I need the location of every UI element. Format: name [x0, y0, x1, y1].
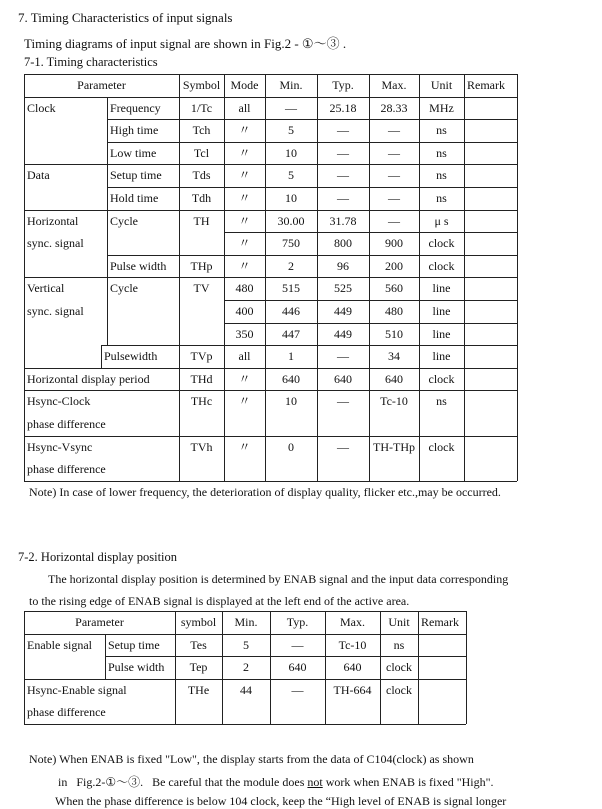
row-sub-label: Setup time	[108, 638, 160, 652]
row-symbol: THc	[190, 394, 213, 408]
row-max: 34	[388, 349, 400, 363]
table-rule-v	[517, 74, 518, 481]
row-max: 200	[385, 259, 403, 273]
note-line-2-b: work when ENAB is fixed "High".	[322, 775, 494, 789]
table-rule-v	[175, 611, 176, 724]
group-hsync-enable: Hsync-Enable signal	[27, 683, 127, 697]
row-unit: clock	[428, 440, 455, 454]
row-symbol: TVh	[190, 440, 213, 454]
row-unit: ns	[393, 638, 405, 652]
row-max: Tc-10	[338, 638, 367, 652]
table-rule-v	[105, 634, 106, 679]
table-rule-h	[24, 164, 517, 165]
table-rule-v	[325, 611, 326, 724]
row-unit: clock	[428, 259, 455, 273]
row-min: 640	[282, 372, 300, 386]
row-max: 560	[385, 281, 403, 295]
row-mode: 〃	[238, 372, 251, 386]
table-rule-v	[179, 74, 180, 481]
table-rule-v	[419, 74, 420, 481]
row-min: 515	[282, 281, 300, 295]
table-rule-h	[107, 119, 517, 120]
row-symbol: Tes	[190, 638, 207, 652]
row-min: 1	[288, 349, 294, 363]
table-rule-v	[101, 345, 102, 368]
table-rule-h	[107, 255, 517, 256]
row-symbol: Tcl	[193, 146, 210, 160]
row-symbol: Tep	[189, 660, 208, 674]
row-unit: clock	[428, 372, 455, 386]
section-paragraph-2: to the rising edge of ENAB signal is displayed at the left end of the active area.	[29, 594, 410, 608]
group-hsync-clock-2: phase difference	[27, 417, 106, 431]
row-min: 44	[240, 683, 252, 697]
row-sub-label: Low time	[110, 146, 157, 160]
header-typ: Typ.	[286, 615, 309, 629]
row-min: 5	[243, 638, 249, 652]
table-rule-h	[105, 656, 466, 657]
row-min: 2	[243, 660, 249, 674]
row-mode: 400	[235, 304, 254, 318]
header-parameter: Parameter	[75, 615, 124, 629]
group-hsync-vsync: Hsync-Vsync	[27, 440, 93, 454]
row-symbol: Tch	[192, 123, 211, 137]
row-unit: ns	[436, 394, 447, 408]
table-rule-h	[24, 390, 517, 391]
row-mode: 350	[235, 327, 254, 341]
row-mode: 480	[235, 281, 254, 295]
table-rule-h	[24, 277, 517, 278]
header-min: Min.	[234, 615, 258, 629]
row-min: 30.00	[277, 214, 305, 228]
group-vertical-2: sync. signal	[27, 304, 84, 318]
row-unit: line	[432, 349, 451, 363]
header-unit: Unit	[388, 615, 410, 629]
row-unit: clock	[428, 236, 455, 250]
table-rule-h	[24, 634, 466, 635]
section-paragraph-1: The horizontal display position is determined by ENAB signal and the input data corresponding	[48, 572, 509, 586]
group-hsync-vsync-2: phase difference	[27, 462, 106, 476]
table-rule-h	[224, 323, 517, 324]
table-note: Note) In case of lower frequency, the deterioration of display quality, flicker etc.,may be occurred.	[29, 485, 501, 499]
row-mode: all	[238, 349, 251, 363]
group-data: Data	[27, 168, 50, 182]
row-unit: line	[432, 281, 451, 295]
row-typ: —	[337, 394, 349, 408]
table-rule-v	[464, 74, 465, 481]
row-min: 5	[288, 123, 294, 137]
table-rule-v	[107, 97, 108, 210]
note-line-1: Note) When ENAB is fixed "Low", the display starts from the data of C104(clock) as shown	[29, 752, 474, 766]
header-symbol: Symbol	[182, 78, 221, 92]
subsection-title-7-1: 7-1. Timing characteristics	[24, 55, 158, 69]
row-min: 0	[288, 440, 294, 454]
table-rule-v	[107, 255, 108, 277]
row-sub-label: Pulse width	[108, 660, 165, 674]
row-mode: 〃	[238, 146, 251, 160]
row-min: 10	[285, 394, 297, 408]
row-max: —	[388, 191, 400, 205]
note-line-2	[58, 773, 494, 790]
row-mode: 〃	[238, 236, 251, 250]
table-rule-v	[222, 611, 223, 724]
row-sub-label: Pulsewidth	[104, 349, 158, 363]
row-typ: —	[291, 683, 304, 697]
header-unit: Unit	[430, 78, 453, 92]
row-sub-label: Cycle	[110, 214, 138, 228]
group-hsync-enable-2: phase difference	[27, 705, 106, 719]
row-symbol: 1/Tc	[190, 101, 213, 115]
row-typ: 25.18	[329, 101, 357, 115]
row-symbol: Tds	[192, 168, 211, 182]
header-min: Min.	[279, 78, 303, 92]
table-rule-h	[24, 436, 517, 437]
row-max: 640	[385, 372, 403, 386]
row-max: TH-664	[333, 683, 372, 697]
table-rule-v	[418, 611, 419, 724]
group-enable: Enable signal	[27, 638, 92, 652]
row-unit: ns	[436, 123, 447, 137]
row-max: 510	[385, 327, 403, 341]
row-typ: 31.78	[329, 214, 357, 228]
table-rule-v	[224, 74, 225, 481]
row-mode: 〃	[238, 440, 251, 454]
row-mode: 〃	[238, 259, 251, 273]
row-sub-label: Pulse width	[110, 259, 167, 273]
row-typ: —	[337, 349, 349, 363]
table-rule-h	[24, 724, 466, 725]
table-rule-v	[466, 611, 467, 724]
note-line-2-a: in Fig.2-①〜③. Be careful that the module does	[58, 775, 308, 789]
row-min: —	[285, 101, 297, 115]
row-typ: —	[337, 191, 349, 205]
group-vertical: Vertical	[27, 281, 65, 295]
header-parameter: Parameter	[77, 78, 126, 92]
table-rule-h	[24, 481, 517, 482]
row-symbol: THd	[190, 372, 213, 386]
row-typ: —	[291, 638, 304, 652]
row-max: 28.33	[380, 101, 408, 115]
row-typ: 449	[334, 304, 352, 318]
row-max: —	[388, 146, 400, 160]
row-min: 446	[282, 304, 300, 318]
table-rule-v	[107, 277, 108, 345]
group-hsync-clock: Hsync-Clock	[27, 394, 91, 408]
subsection-title-7-2: 7-2. Horizontal display position	[18, 550, 178, 564]
row-max: —	[388, 214, 400, 228]
row-mode: 〃	[238, 214, 251, 228]
header-max: Max.	[340, 615, 365, 629]
row-unit: clock	[386, 660, 412, 674]
row-typ: —	[337, 146, 349, 160]
header-remark: Remark	[421, 615, 459, 629]
header-symbol: symbol	[180, 615, 217, 629]
row-max: TH-THp	[373, 440, 415, 454]
row-sub-label: High time	[110, 123, 159, 137]
row-typ: —	[337, 123, 349, 137]
header-mode: Mode	[230, 78, 259, 92]
row-max: 900	[385, 236, 403, 250]
row-typ: 525	[334, 281, 352, 295]
row-min: 10	[285, 191, 297, 205]
table-rule-v	[317, 74, 318, 481]
row-mode: all	[238, 101, 251, 115]
row-mode: 〃	[238, 191, 251, 205]
row-symbol: TVp	[190, 349, 213, 363]
row-typ: 640	[288, 660, 307, 674]
group-clock: Clock	[27, 101, 56, 115]
row-unit: clock	[386, 683, 412, 697]
table-rule-h	[224, 232, 517, 233]
row-min: 750	[282, 236, 300, 250]
table-rule-v	[369, 74, 370, 481]
row-symbol: TH	[193, 214, 210, 228]
row-unit: line	[432, 327, 451, 341]
row-symbol: THp	[190, 259, 213, 273]
row-mode: 〃	[238, 123, 251, 137]
row-typ: 449	[334, 327, 352, 341]
row-typ: 640	[334, 372, 352, 386]
row-unit: line	[432, 304, 451, 318]
table-rule-v	[265, 74, 266, 481]
table-rule-v	[380, 611, 381, 724]
row-max: 640	[343, 660, 362, 674]
row-min: 5	[288, 168, 294, 182]
row-unit: MHz	[429, 101, 454, 115]
table-rule-h	[101, 345, 517, 346]
row-symbol: TV	[193, 281, 210, 295]
note-line-3: When the phase difference is below 104 clock, keep the “High level of ENAB is signal longer	[55, 794, 507, 808]
row-unit: ns	[436, 168, 447, 182]
row-max: —	[388, 168, 400, 182]
row-typ: —	[337, 440, 349, 454]
row-mode: 〃	[238, 394, 251, 408]
row-sub-label: Hold time	[110, 191, 159, 205]
table-rule-h	[24, 368, 517, 369]
row-unit: ns	[436, 191, 447, 205]
row-sub-label: Cycle	[110, 281, 138, 295]
table-rule-h	[107, 142, 517, 143]
table-rule-h	[24, 210, 517, 211]
header-max: Max.	[381, 78, 407, 92]
group-horizontal-display: Horizontal display period	[27, 372, 150, 386]
row-sub-label: Frequency	[110, 101, 161, 115]
row-max: Tc-10	[380, 394, 408, 408]
row-typ: —	[337, 168, 349, 182]
table-rule-h	[24, 679, 466, 680]
row-unit: μ s	[434, 214, 449, 228]
table-rule-h	[107, 187, 517, 188]
row-unit: ns	[436, 146, 447, 160]
row-max: —	[388, 123, 400, 137]
table-rule-h	[24, 611, 466, 612]
table-rule-v	[24, 74, 25, 481]
table-rule-h	[24, 97, 517, 98]
group-horizontal: Horizontal	[27, 214, 79, 228]
row-min: 447	[282, 327, 300, 341]
group-horizontal-2: sync. signal	[27, 236, 84, 250]
header-remark: Remark	[467, 78, 505, 92]
row-min: 2	[288, 259, 294, 273]
table-rule-v	[107, 210, 108, 255]
row-max: 480	[385, 304, 403, 318]
section-title: 7. Timing Characteristics of input signals	[18, 10, 233, 25]
row-sub-label: Setup time	[110, 168, 162, 182]
row-typ: 800	[334, 236, 352, 250]
table-rule-h	[224, 300, 517, 301]
row-symbol: Tdh	[191, 191, 212, 205]
row-symbol: THe	[187, 683, 210, 697]
row-typ: 96	[337, 259, 349, 273]
table-rule-v	[270, 611, 271, 724]
row-mode: 〃	[238, 168, 251, 182]
table-rule-h	[24, 74, 517, 75]
table-rule-v	[24, 611, 25, 724]
row-min: 10	[285, 146, 297, 160]
header-typ: Typ.	[332, 78, 354, 92]
note-line-2-not: not	[307, 775, 323, 789]
section-intro: Timing diagrams of input signal are shown in Fig.2 - ①〜③ .	[24, 36, 347, 51]
